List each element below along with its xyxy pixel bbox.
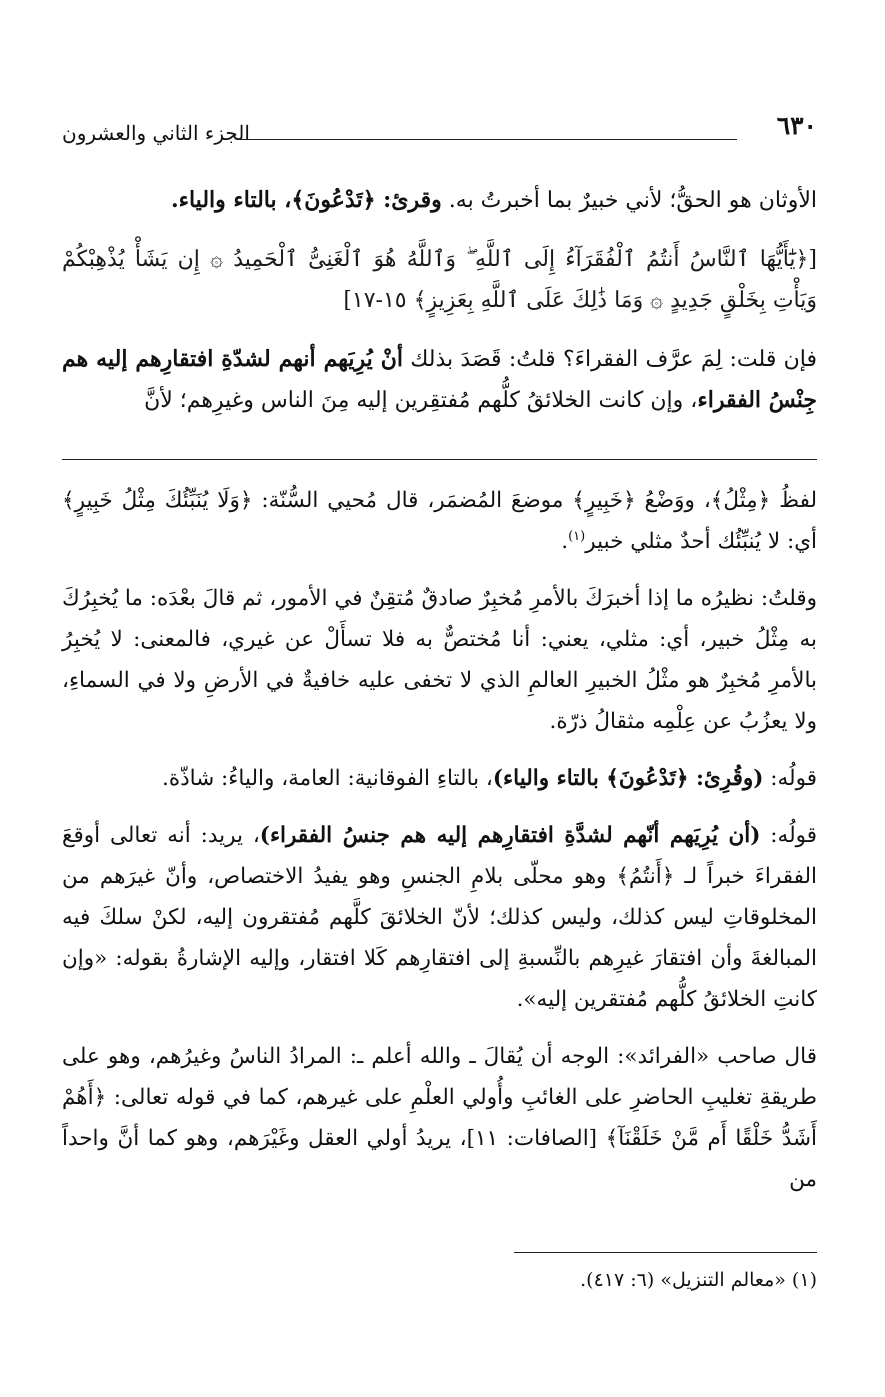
page-number: ٦٣٠ bbox=[776, 111, 817, 140]
main-paragraph-2-bold: أنْ يُرِيَهم أنهم لشدّةِ افتقارِهم إليه هم جِنْسُ الفقراء bbox=[62, 346, 817, 413]
header-rule bbox=[240, 139, 737, 140]
book-page bbox=[62, 0, 817, 1397]
commentary-paragraph-5: قال صاحب «الفرائد»: الوجه أن يُقالَ ـ والله أعلم ـ: المرادُ الناسُ وغيرُهم، وهو على طريقةِ تغليبِ الحاضرِ على الغائبِ وأُولي العلْمِ على غيرهم، كما في قوله تعالى: ﴿أَهُمْ أَشَدُّ خَلْقًا أَم مَّنْ خَلَقْنَآ﴾ [الصافات: ١١]، يريدُ أولي العقل وغَيْرَهم، وهو كما أنَّ واحداً من bbox=[62, 1044, 817, 1192]
commentary-paragraph-1-text: لفظُ ﴿مِثْلُ﴾، ووَضْعُ ﴿خَبِيرٍ﴾ موضعَ المُضمَر، قال مُحيي السُّنّة: ﴿وَلَا يُنَبِّئُكَ مِثْلُ خَبِيرٍ﴾ أي: لا يُنبِّئُك أحدٌ مثلي خبير bbox=[62, 488, 817, 554]
main-paragraph-2-start: فإن قلت: لِمَ عرَّف الفقراءَ؟ قلتُ: قَصَدَ بذلك bbox=[402, 347, 817, 372]
commentary-paragraph-1 bbox=[62, 480, 817, 562]
commentary-paragraph-3-text: ، بالتاءِ الفوقانية: العامة، والياءُ: شاذّة. bbox=[161, 766, 493, 791]
commentary-paragraph-3-quote: (وقُرِئ: ﴿تَدْعُونَ﴾ بالتاء والياء) bbox=[492, 766, 764, 791]
commentary bbox=[62, 480, 817, 1216]
quran-verse: [﴿يَٰٓأَيُّهَا ٱلنَّاسُ أَنتُمُ ٱلْفُقَرَآءُ إِلَى ٱللَّهِ ۖ وَٱللَّهُ هُوَ ٱلْغَنِىُّ ٱلْحَمِيدُ ۞ إِن يَشَأْ يُذْهِبْكُمْ وَيَأْتِ بِخَلْقٍ جَدِيدٍ ۞ وَمَا ذَٰلِكَ عَلَى ٱللَّهِ بِعَزِيزٍ﴾ ١٥-١٧] bbox=[62, 247, 817, 313]
text-separator-rule bbox=[62, 459, 817, 460]
footnote-text: (١) «معالم التنزيل» (٦: ٤١٧). bbox=[580, 1269, 817, 1291]
main-text bbox=[62, 180, 817, 439]
commentary-paragraph-2: وقلتُ: نظيرُه ما إذا أخبرَكَ بالأمرِ مُخبِرٌ صادقٌ مُتقِنٌ في الأمور، ثم قالَ بعْدَه: ما يُخبِرُكَ به مِثْلُ خبير، أي: مثلي، يعني: أنا مُختصٌّ به فلا تسأَلْ عن غيري، فالمعنى: لا يُخبِرُ بالأمرِ مُخبِرٌ هو مثْلُ الخبيرِ العالمِ الذي لا تخفى عليه خافيةٌ في الأرضِ ولا في السماءِ، ولا يعزُبُ عن عِلْمِه مثقالُ ذرّة. bbox=[62, 586, 817, 734]
main-line-1-text: الأوثان هو الحقُّ؛ لأني خبيرٌ بما أخبرتُ به. bbox=[441, 188, 817, 213]
commentary-paragraph-4-quote: (أن يُرِيَهم أنّهم لشدَّةِ افتقارِهم إليه هم جنسُ الفقراء) bbox=[259, 823, 761, 848]
main-paragraph-1 bbox=[62, 180, 817, 221]
main-paragraph-2-end: ، وإن كانت الخلائقُ كلُّهم مُفتقِرين إليه مِنَ الناس وغيرِهم؛ لأنَّ bbox=[144, 388, 698, 413]
footnote-rule bbox=[514, 1252, 817, 1253]
running-title: الجزء الثاني والعشرون bbox=[62, 121, 250, 145]
footnote-marker: (١) bbox=[568, 528, 586, 544]
main-paragraph-2 bbox=[62, 339, 817, 421]
main-line-1-reading: وقرئ: ﴿تَدْعُونَ﴾، بالتاء والياء. bbox=[170, 187, 442, 213]
page-header bbox=[62, 108, 817, 148]
commentary-paragraph-1-end: . bbox=[561, 529, 569, 554]
commentary-paragraph-3-lead: قولُه: bbox=[763, 766, 817, 791]
commentary-paragraph-4-lead: قولُه: bbox=[760, 823, 818, 848]
footnote bbox=[62, 1264, 817, 1296]
commentary-paragraph-4 bbox=[62, 815, 817, 1020]
commentary-paragraph-3 bbox=[62, 758, 817, 799]
commentary-paragraph-4-text: ، يريد: أنه تعالى أوقعَ الفقراءَ خبراً لـ ﴿أَنتُمُ﴾ وهو محلّى بلامِ الجنسِ وهو يفيدُ الاختصاص، وأنّ غيرَهم من المخلوقاتِ ليس كذلك، وليس كذلك؛ لأنّ الخلائقَ كلَّهم مُفتقرون إليه، لكنْ سلكَ فيه المبالغةَ وأن افتقارَ غيرِهم بالنِّسبةِ إلى افتقارِهم كَلا افتقار، وإليه الإشارةُ بقوله: «وإن كانتِ الخلائقُ كلُّهم مُفتقرين إليه». bbox=[62, 823, 817, 1012]
